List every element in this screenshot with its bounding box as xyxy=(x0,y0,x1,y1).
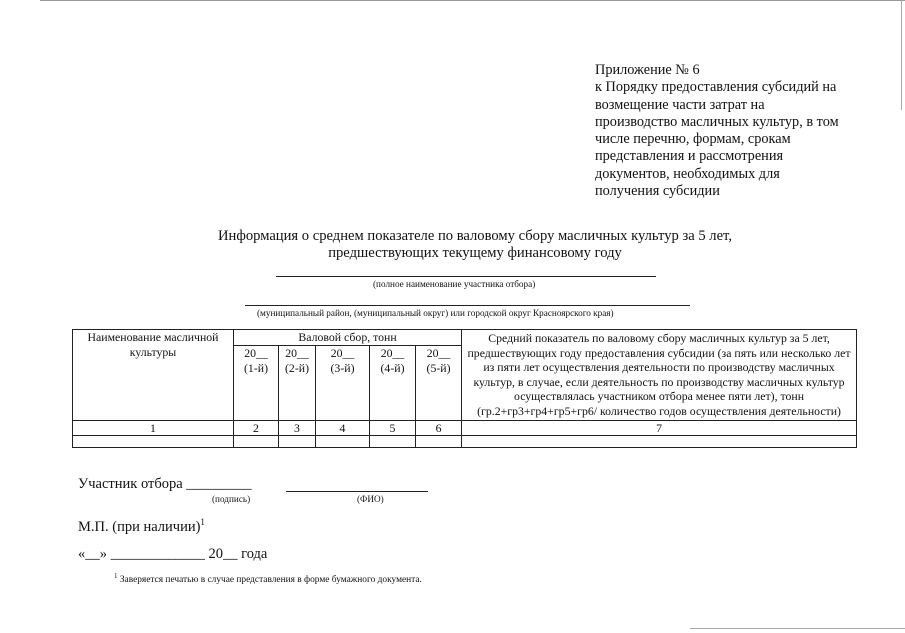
year-4-bottom: (4-й) xyxy=(380,360,405,375)
year-1-top: 20__ xyxy=(244,346,268,360)
column-number: 7 xyxy=(462,420,857,435)
title-line-2: предшествующих текущему финансовому году xyxy=(328,245,622,261)
appendix-line: к Порядку предоставления субсидий на xyxy=(595,79,837,96)
year-2-header xyxy=(279,346,316,421)
year-3-top: 20__ xyxy=(330,346,355,360)
stamp-line xyxy=(78,517,205,536)
stamp-footnote-mark: 1 xyxy=(200,517,205,527)
average-cell[interactable] xyxy=(462,435,857,447)
crop-name-cell[interactable] xyxy=(73,435,234,447)
municipality-line[interactable] xyxy=(245,305,690,306)
scan-edge-right xyxy=(901,0,902,110)
year-4-cell[interactable] xyxy=(370,435,416,447)
year-3-cell[interactable] xyxy=(316,435,370,447)
column-number: 4 xyxy=(316,420,370,435)
scan-edge-top xyxy=(40,0,905,1)
column-number: 1 xyxy=(73,420,234,435)
year-2-cell[interactable] xyxy=(279,435,316,447)
year-2-top: 20__ xyxy=(285,346,309,360)
participant-name-line[interactable] xyxy=(276,276,656,277)
column-number: 3 xyxy=(279,420,316,435)
document-title xyxy=(150,228,800,262)
scan-edge-bottom xyxy=(690,628,905,629)
footnote xyxy=(114,572,422,585)
year-1-cell[interactable] xyxy=(234,435,279,447)
year-1-bottom: (1-й) xyxy=(244,360,268,375)
signature-caption: (подпись) xyxy=(212,494,251,504)
appendix-line: получения субсидии xyxy=(595,183,720,200)
column-number: 5 xyxy=(370,420,416,435)
appendix-line: представления и рассмотрения xyxy=(595,148,784,165)
municipality-caption: (муниципальный район, (муниципальный округ) или городской округ Красноярского края) xyxy=(257,308,614,318)
year-1-header xyxy=(234,346,279,421)
appendix-line: документов, необходимых для xyxy=(595,165,780,182)
year-4-header xyxy=(370,346,416,421)
appendix-line: Приложение № 6 xyxy=(595,62,700,78)
date-line[interactable]: «__» _____________ 20__ года xyxy=(78,546,268,562)
participant-name-caption: (полное наименование участника отбора) xyxy=(373,279,536,289)
fio-line[interactable] xyxy=(286,491,428,492)
gross-harvest-header: Валовой сбор, тонн xyxy=(234,330,462,346)
signature-blank[interactable]: _________ xyxy=(186,476,252,492)
appendix-line: числе перечню, формам, срокам xyxy=(595,131,791,148)
year-3-header xyxy=(316,346,370,421)
average-indicator-header: Средний показатель по валовому сбору масличных культур за 5 лет, предшествующих году предоставления субсидии (за пять или несколько лет из пяти лет осуществления деятельности по производству масличных культур, в случае, если деятельность по производству масличных культур осуществлялась участником отбора менее пяти лет), тонн (гр.2+гр3+гр4+гр5+гр6/ количество годов осуществления деятельности) xyxy=(462,330,857,421)
year-3-bottom: (3-й) xyxy=(330,360,355,375)
column-number: 2 xyxy=(234,420,279,435)
signature-label xyxy=(78,476,252,493)
year-5-bottom: (5-й) xyxy=(426,360,451,375)
column-number: 6 xyxy=(416,420,462,435)
signature-label-text: Участник отбора xyxy=(78,476,183,492)
title-line-1: Информация о среднем показателе по валовому сбору масличных культур за 5 лет, xyxy=(218,228,732,244)
year-5-header xyxy=(416,346,462,421)
appendix-block xyxy=(595,62,865,200)
year-5-top: 20__ xyxy=(426,346,451,360)
table-row xyxy=(73,435,857,447)
appendix-line: возмещение части затрат на xyxy=(595,96,765,113)
year-2-bottom: (2-й) xyxy=(285,360,309,375)
fio-caption: (ФИО) xyxy=(357,494,384,504)
stamp-label: М.П. (при наличии) xyxy=(78,518,201,535)
crop-name-header: Наименование масличной культуры xyxy=(73,330,234,421)
appendix-line: производство масличных культур, в том xyxy=(595,113,839,130)
year-4-top: 20__ xyxy=(380,346,405,360)
table-header-row xyxy=(73,330,857,346)
footnote-mark: 1 xyxy=(114,572,118,580)
harvest-table xyxy=(72,329,857,448)
footnote-text: Заверяется печатью в случае представления в форме бумажного документа. xyxy=(117,575,422,586)
column-number-row xyxy=(73,420,857,435)
year-5-cell[interactable] xyxy=(416,435,462,447)
